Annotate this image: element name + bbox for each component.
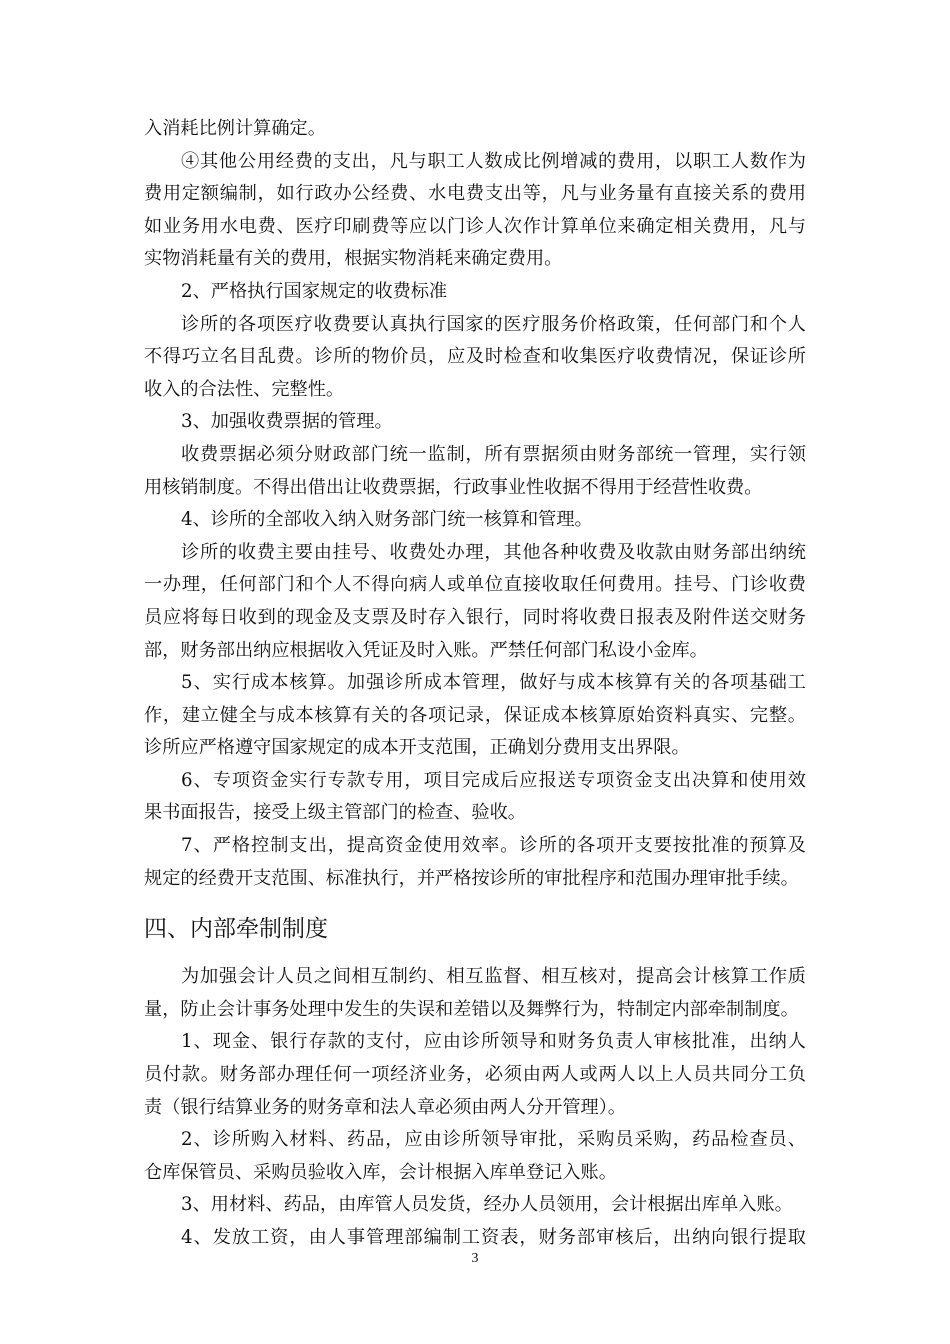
text-line: 1、现金、银行存款的支付，应由诊所领导和财务负责人审核批准，出纳人 bbox=[181, 1031, 806, 1053]
text-line: 不得巧立名目乱费。诊所的物价员，应及时检查和收集医疗收费情况，保证诊所 bbox=[144, 346, 806, 368]
text-line: 3、用材料、药品，由库管人员发货，经办人员领用，会计根据出库单入账。 bbox=[181, 1194, 793, 1216]
text-line: 员付款。财务部办理任何一项经济业务，必须由两人或两人以上人员共同分工负 bbox=[144, 1064, 806, 1086]
text-line: 7、严格控制支出，提高资金使用效率。诊所的各项开支要按批准的预算及 bbox=[181, 835, 806, 857]
text-line: 责（银行结算业务的财务章和法人章必须由两人分开管理）。 bbox=[144, 1096, 626, 1118]
text-line: 作，建立健全与成本核算有关的各项记录，保证成本核算原始资料真实、完整。 bbox=[144, 704, 806, 726]
text-line: 规定的经费开支范围、标准执行，并严格按诊所的审批程序和范围办理审批手续。 bbox=[144, 867, 799, 889]
text-line: 为加强会计人员之间相互制约、相互监督、相互核对，提高会计核算工作质 bbox=[181, 966, 806, 988]
text-line: 2、严格执行国家规定的收费标准 bbox=[181, 280, 448, 302]
text-line: 诊所的收费主要由挂号、收费处办理，其他各种收费及收款由财务部出纳统 bbox=[181, 541, 806, 563]
text-line: 仓库保管员、采购员验收入库，会计根据入库单登记入账。 bbox=[144, 1161, 617, 1183]
text-line: 一办理，任何部门和个人不得向病人或单位直接收取任何费用。挂号、门诊收费 bbox=[144, 574, 806, 596]
text-line: 3、加强收费票据的管理。 bbox=[181, 411, 393, 433]
text-line: 费用定额编制，如行政办公经费、水电费支出等，凡与业务量有直接关系的费用 bbox=[144, 183, 806, 205]
text-line: 2、诊所购入材料、药品，应由诊所领导审批，采购员采购，药品检查员、 bbox=[181, 1129, 806, 1151]
page-number: 3 bbox=[471, 1251, 479, 1266]
text-line: 员应将每日收到的现金及支票及时存入银行，同时将收费日报表及附件送交财务 bbox=[144, 606, 806, 628]
text-line: 量，防止会计事务处理中发生的失误和差错以及舞弊行为，特制定内部牵制制度。 bbox=[144, 998, 799, 1020]
text-line: 部，财务部出纳应根据收入凭证及时入账。严禁任何部门私设小金库。 bbox=[144, 639, 708, 661]
text-line: 入消耗比例计算确定。 bbox=[144, 118, 326, 139]
text-line: 诊所的各项医疗收费要认真执行国家的医疗服务价格政策，任何部门和个人 bbox=[181, 313, 806, 335]
document-body bbox=[144, 113, 806, 1255]
text-line: 实物消耗量有关的费用，根据实物消耗来确定费用。 bbox=[144, 248, 563, 270]
text-line: 4、发放工资，由人事管理部编制工资表，财务部审核后，出纳向银行提取 bbox=[181, 1227, 806, 1248]
text-line: 如业务用水电费、医疗印刷费等应以门诊人次作计算单位来确定相关费用，凡与 bbox=[144, 215, 806, 237]
text-line: 6、专项资金实行专款专用，项目完成后应报送专项资金支出决算和使用效 bbox=[181, 769, 806, 791]
text-line: ④其他公用经费的支出，凡与职工人数成比例增减的费用，以职工人数作为 bbox=[181, 150, 806, 172]
text-line: 收入的合法性、完整性。 bbox=[144, 378, 345, 400]
text-line: 4、诊所的全部收入纳入财务部门统一核算和管理。 bbox=[181, 509, 593, 531]
text-line: 用核销制度。不得出借出让收费票据，行政事业性收据不得用于经营性收费。 bbox=[144, 476, 763, 498]
section-heading: 四、内部牵制制度 bbox=[144, 916, 328, 943]
paragraph-block-bottom bbox=[144, 961, 806, 1254]
text-line: 果书面报告，接受上级主管部门的检查、验收。 bbox=[144, 802, 526, 824]
text-line: 诊所应严格遵守国家规定的成本开支范围，正确划分费用支出界限。 bbox=[144, 737, 690, 759]
text-line: 收费票据必须分财政部门统一监制，所有票据须由财务部统一管理，实行领 bbox=[181, 443, 806, 465]
text-line: 5、实行成本核算。加强诊所成本管理，做好与成本核算有关的各项基础工 bbox=[181, 672, 806, 694]
paragraph-block-top bbox=[144, 113, 806, 895]
